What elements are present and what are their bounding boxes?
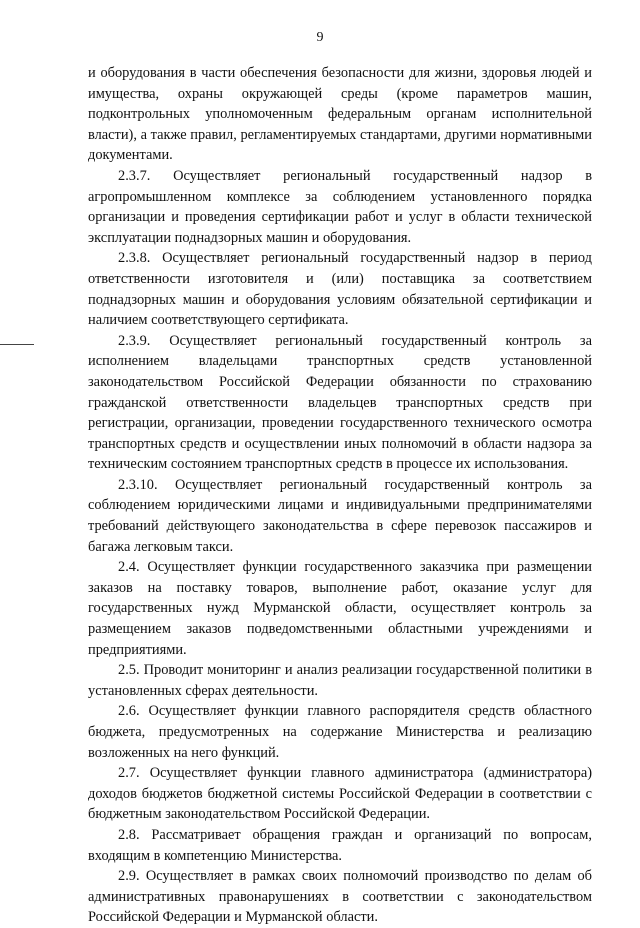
paragraph-2-7: 2.7. Осуществляет функции главного администратора (администратора) доходов бюджетов бюджетной системы Российской Федерации в соответствии с бюджетным законодательством Российской Федерации. <box>88 765 592 823</box>
paragraph-2-8: 2.8. Рассматривает обращения граждан и организаций по вопросам, входящим в компетенцию Министерства. <box>88 826 592 864</box>
paragraph-2-3-9: 2.3.9. Осуществляет региональный государственный контроль за исполнением владельцами транспортных средств установленной законодательством Российской Федерации обязанности по страхованию гражданской ответственности владельцев транспортных средств при регистрации, организации, проведении государственного технического осмотра транспортных средств и осуществлении иных полномочий в области надзора за техническим состоянием транспортных средств в процессе их использования. <box>88 332 592 473</box>
document-body <box>88 63 592 928</box>
paragraph-2-3-10: 2.3.10. Осуществляет региональный государственный контроль за соблюдением юридическими лицами и индивидуальными предпринимателями требований действующего законодательства в сфере перевозок пассажиров и багажа легковым такси. <box>88 476 592 555</box>
paragraph-2-3-7: 2.3.7. Осуществляет региональный государственный надзор в агропромышленном комплексе за соблюдением установленного порядка организации и проведения сертификации работ и услуг в области технической эксплуатации поднадзорных машин и оборудования. <box>88 167 592 246</box>
paragraph-continuation: и оборудования в части обеспечения безопасности для жизни, здоровья людей и имущества, охраны окружающей среды (кроме параметров машин, подконтрольных уполномоченным федеральным органам исполнительной власти), а также правил, регламентируемых стандартами, другими нормативными документами. <box>88 65 592 164</box>
paragraph-2-5: 2.5. Проводит мониторинг и анализ реализации государственной политики в установленных сферах деятельности. <box>88 662 592 699</box>
page-number: 9 <box>316 30 324 45</box>
margin-mark <box>0 344 34 345</box>
paragraph-2-4: 2.4. Осуществляет функции государственного заказчика при размещении заказов на поставку товаров, выполнение работ, оказание услуг для государственных нужд Мурманской области, осуществляет контроль за размещением заказов подведомственными областными учреждениями и предприятиями. <box>88 559 592 658</box>
paragraph-2-9: 2.9. Осуществляет в рамках своих полномочий производство по делам об административных правонарушениях в соответствии с законодательством Российской Федерации и Мурманской области. <box>88 868 592 926</box>
paragraph-2-6: 2.6. Осуществляет функции главного распорядителя средств областного бюджета, предусмотренных на содержание Министерства и реализацию возложенных на него функций. <box>88 703 592 761</box>
paragraph-2-3-8: 2.3.8. Осуществляет региональный государственный надзор в период ответственности изготовителя и (или) поставщика за соответствием поднадзорных машин и оборудования условиям обязательной сертификации и наличием соответствующего сертификата. <box>88 250 592 329</box>
